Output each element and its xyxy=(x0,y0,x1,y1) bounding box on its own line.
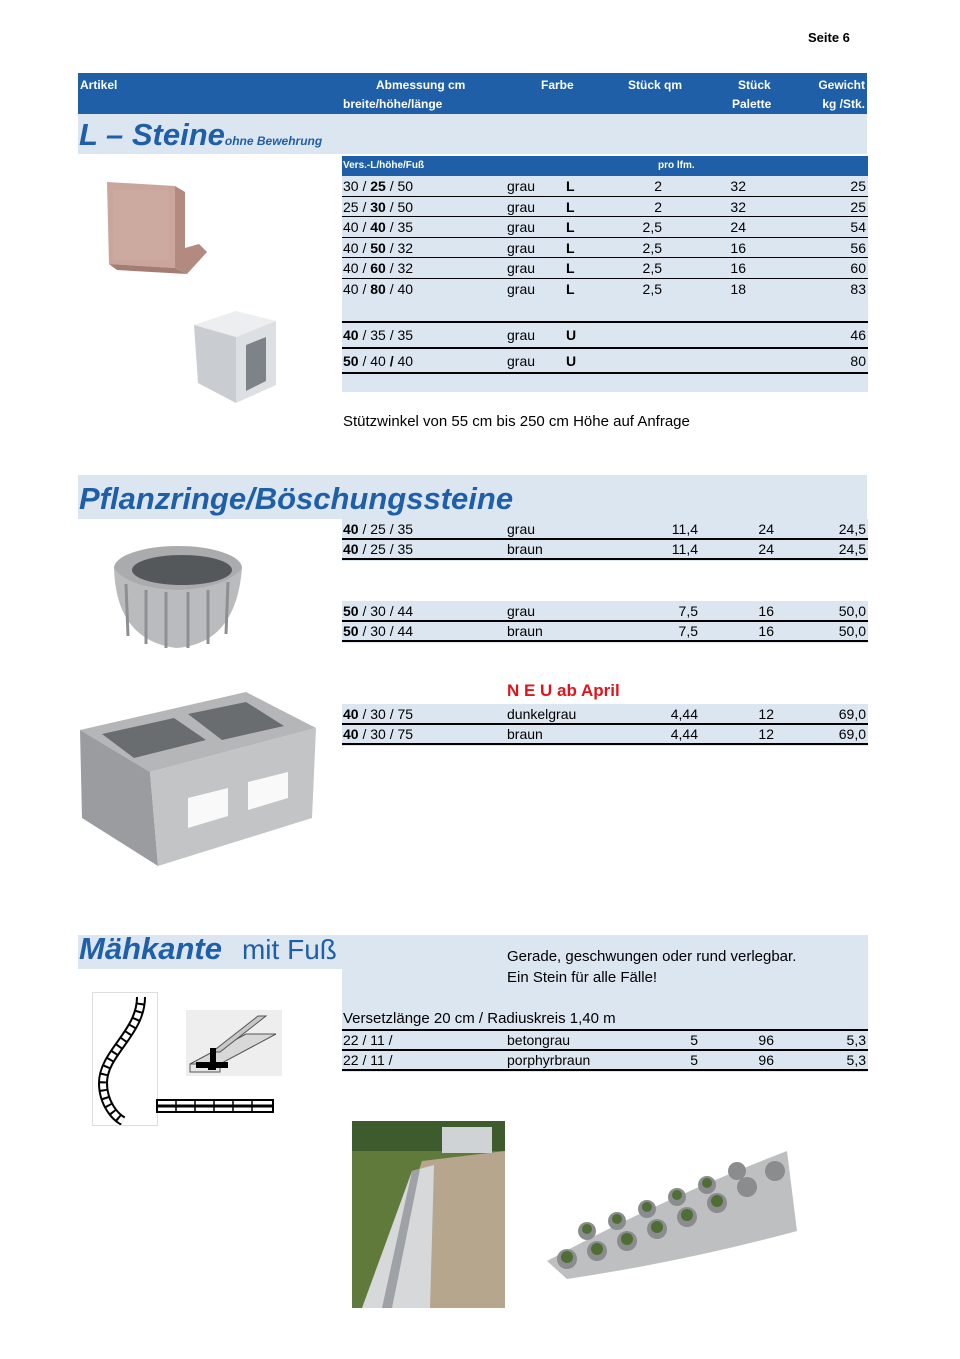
qm-cell: 2,5 xyxy=(642,260,662,277)
row-divider xyxy=(342,558,868,560)
maehkante-title xyxy=(79,931,337,967)
qm-cell: 11,4 xyxy=(671,541,698,557)
palette-cell: 16 xyxy=(758,603,774,619)
dimension-cell xyxy=(343,621,413,641)
weight-cell: 56 xyxy=(850,239,866,256)
color-cell: dunkelgrau xyxy=(507,706,577,722)
color-cell: grau xyxy=(507,178,536,194)
weight-cell: 83 xyxy=(850,281,866,297)
dim-part-c: / xyxy=(389,353,394,369)
dim-part-b: 25 xyxy=(370,178,386,194)
color-cell: grau xyxy=(507,327,536,343)
qm-cell: 5 xyxy=(690,1032,698,1048)
dimension-cell xyxy=(343,351,413,371)
weight-cell: 50,0 xyxy=(838,623,866,639)
dimension-cell xyxy=(343,325,413,345)
type-cell: L xyxy=(566,281,575,297)
qm-cell: 2,5 xyxy=(642,239,662,256)
header-abmessung: Abmessung cm xyxy=(376,78,466,92)
dimension-cell xyxy=(343,519,413,539)
qm-cell: 4,44 xyxy=(670,706,698,722)
dim-part-a: 50 xyxy=(343,623,359,639)
dimension-cell xyxy=(343,217,413,237)
dim-part-b: / 30 / 44 xyxy=(358,623,414,639)
weight-cell: 24,5 xyxy=(838,541,866,557)
maehkante-title-text: Mähkante xyxy=(79,931,222,966)
header-kg: kg /Stk. xyxy=(822,97,865,111)
color-cell: braun xyxy=(507,623,543,639)
color-cell: grau xyxy=(507,239,536,256)
type-cell: L xyxy=(566,198,575,215)
header-abmessung-sub: breite/höhe/länge xyxy=(343,97,443,111)
dimension-cell: 22 / 11 / xyxy=(343,1052,393,1068)
row-divider xyxy=(342,196,868,197)
maehkante-title-suffix: mit Fuß xyxy=(241,934,337,965)
maehkante-straight-diagram xyxy=(156,1096,274,1116)
l-stein-image xyxy=(103,178,211,280)
color-cell: porphyrbraun xyxy=(507,1052,591,1068)
u-steine-band xyxy=(342,300,868,392)
weight-cell: 25 xyxy=(850,178,866,194)
dim-part-a: 40 / xyxy=(343,281,371,297)
neu-label: N E U ab April xyxy=(507,681,620,700)
dim-part-a: 50 xyxy=(343,603,359,619)
palette-cell: 16 xyxy=(730,260,746,277)
maehkante-desc-2: Ein Stein für alle Fälle! xyxy=(507,969,658,986)
header-gewicht: Gewicht xyxy=(818,78,865,92)
row-divider xyxy=(342,723,868,725)
weight-cell: 5,3 xyxy=(846,1052,866,1068)
dim-part-a: 40 xyxy=(343,521,359,537)
row-divider xyxy=(342,620,868,622)
row-divider xyxy=(342,372,868,374)
color-cell: grau xyxy=(507,353,536,369)
dim-part-b: / 40 xyxy=(358,353,390,369)
qm-cell: 11,4 xyxy=(671,521,698,537)
color-cell: grau xyxy=(507,198,536,215)
dim-part-b: 40 xyxy=(370,219,386,236)
dim-part-b: / 25 / 35 xyxy=(358,521,414,537)
dim-part-c: / 40 xyxy=(385,281,414,297)
dim-part-c: / 32 xyxy=(385,239,414,256)
row-divider xyxy=(342,1049,868,1051)
header-stueck-qm: Stück qm xyxy=(628,78,683,92)
dim-part-a: 40 / xyxy=(343,239,371,256)
dim-part-a: 40 / xyxy=(343,219,371,236)
qm-cell: 2 xyxy=(654,178,662,194)
weight-cell: 50,0 xyxy=(838,603,866,619)
pflanzringe-band-b xyxy=(342,601,868,643)
type-cell: L xyxy=(566,239,575,256)
color-cell: grau xyxy=(507,260,536,277)
row-divider xyxy=(342,743,868,745)
row-divider xyxy=(342,538,868,540)
pflanzringe-title: Pflanzringe/Böschungssteine xyxy=(79,481,514,516)
palette-cell: 32 xyxy=(730,198,746,215)
qm-cell: 4,44 xyxy=(670,726,698,742)
dimension-cell xyxy=(343,704,413,724)
weight-cell: 60 xyxy=(850,260,866,277)
qm-cell: 2 xyxy=(654,198,662,215)
pflanzringe-band-c xyxy=(342,704,868,746)
qm-cell: 5 xyxy=(690,1052,698,1068)
color-cell: grau xyxy=(507,281,536,297)
color-cell: grau xyxy=(507,603,536,619)
subheader-pro-lfm: pro lfm. xyxy=(658,160,695,171)
maehkante-garden-photo xyxy=(352,1121,505,1308)
dimension-cell xyxy=(343,539,413,559)
table-header xyxy=(78,73,867,114)
dim-part-b: 50 xyxy=(370,239,386,256)
u-stein-image xyxy=(188,305,280,405)
type-cell: L xyxy=(566,178,575,194)
color-cell: betongrau xyxy=(507,1032,571,1048)
row-divider xyxy=(342,1069,868,1071)
dim-part-a: 40 xyxy=(343,706,359,722)
dimension-cell xyxy=(343,724,413,744)
dim-part-d: 40 xyxy=(393,353,414,369)
palette-cell: 24 xyxy=(730,219,746,236)
palette-cell: 96 xyxy=(758,1052,774,1068)
maehkante-desc-1: Gerade, geschwungen oder rund verlegbar. xyxy=(507,948,797,965)
dim-part-c: / 35 xyxy=(385,219,414,236)
l-steine-title-text: L – Steine xyxy=(79,117,225,152)
maehkante-profile-diagram xyxy=(186,1010,282,1076)
type-cell: U xyxy=(566,327,577,343)
hohlblock-image xyxy=(78,688,318,868)
weight-cell: 54 xyxy=(850,219,866,236)
header-palette: Palette xyxy=(732,97,772,111)
dim-part-c: / 32 xyxy=(385,260,414,277)
weight-cell: 46 xyxy=(850,327,866,343)
weight-cell: 80 xyxy=(850,353,866,369)
dim-part-a: 40 xyxy=(343,327,359,343)
row-divider xyxy=(342,1029,868,1031)
color-cell: braun xyxy=(507,726,543,742)
dim-part-a: 40 / xyxy=(343,260,371,277)
row-divider xyxy=(342,257,868,258)
type-cell: U xyxy=(566,353,577,369)
row-divider xyxy=(342,278,868,279)
dimension-cell: 22 / 11 / xyxy=(343,1032,393,1048)
dim-part-a: 40 xyxy=(343,541,359,557)
type-cell: L xyxy=(566,219,575,236)
palette-cell: 96 xyxy=(758,1032,774,1048)
color-cell: braun xyxy=(507,541,543,557)
pflanzring-image xyxy=(106,540,246,652)
dimension-cell xyxy=(343,238,413,258)
palette-cell: 16 xyxy=(730,239,746,256)
color-cell: grau xyxy=(507,521,536,537)
qm-cell: 7,5 xyxy=(678,623,698,639)
header-farbe: Farbe xyxy=(541,78,574,92)
palette-cell: 32 xyxy=(730,178,746,194)
l-steine-subheader xyxy=(342,156,868,176)
page-number: Seite 6 xyxy=(808,30,850,45)
dim-part-b: 30 xyxy=(370,198,386,215)
dim-part-a: 30 / xyxy=(343,178,371,194)
palette-cell: 24 xyxy=(758,541,774,557)
palette-cell: 16 xyxy=(758,623,774,639)
header-stueck: Stück xyxy=(738,78,771,92)
l-steine-title xyxy=(79,117,322,153)
qm-cell: 2,5 xyxy=(642,219,662,236)
dim-part-b: / 30 / 44 xyxy=(358,603,414,619)
dim-part-b: / 30 / 75 xyxy=(358,726,414,742)
row-divider xyxy=(342,237,868,238)
dim-part-c: / 50 xyxy=(385,178,414,194)
weight-cell: 69,0 xyxy=(838,706,866,722)
palette-cell: 18 xyxy=(730,281,746,297)
row-divider xyxy=(342,216,868,217)
maehkante-rows-band xyxy=(342,1030,868,1072)
dimension-cell xyxy=(343,176,413,196)
l-steine-note: Stützwinkel von 55 cm bis 250 cm Höhe auf Anfrage xyxy=(343,413,690,430)
pflanzringe-band-a xyxy=(342,519,868,561)
qm-cell: 7,5 xyxy=(678,603,698,619)
palette-cell: 24 xyxy=(758,521,774,537)
dimension-cell xyxy=(343,601,413,621)
qm-cell: 2,5 xyxy=(642,281,662,297)
maehkante-curve-diagram xyxy=(92,992,158,1126)
row-divider xyxy=(342,321,868,323)
row-divider xyxy=(342,347,868,349)
weight-cell: 5,3 xyxy=(846,1032,866,1048)
header-artikel: Artikel xyxy=(80,78,118,92)
dim-part-b: 60 xyxy=(370,260,386,277)
row-divider xyxy=(342,640,868,642)
dimension-cell xyxy=(343,279,413,299)
dim-part-b: / 30 / 75 xyxy=(358,706,414,722)
l-steine-subtitle: ohne Bewehrung xyxy=(224,134,323,148)
weight-cell: 25 xyxy=(850,198,866,215)
maehkante-spec: Versetzlänge 20 cm / Radiuskreis 1,40 m xyxy=(343,1010,616,1027)
palette-cell: 12 xyxy=(758,726,774,742)
type-cell: L xyxy=(566,260,575,277)
dim-part-b: 80 xyxy=(370,281,386,297)
dim-part-a: 40 xyxy=(343,726,359,742)
dim-part-c: / 50 xyxy=(385,198,414,215)
dim-part-a: 25 / xyxy=(343,198,371,215)
palette-cell: 12 xyxy=(758,706,774,722)
dimension-cell xyxy=(343,258,413,278)
pflanzring-wall-photo xyxy=(537,1141,804,1281)
dim-part-b: / 25 / 35 xyxy=(358,541,414,557)
dim-part-b: / 35 / 35 xyxy=(358,327,414,343)
dimension-cell xyxy=(343,197,413,217)
weight-cell: 69,0 xyxy=(838,726,866,742)
color-cell: grau xyxy=(507,219,536,236)
weight-cell: 24,5 xyxy=(838,521,866,537)
dim-part-a: 50 xyxy=(343,353,359,369)
subheader-vers: Vers.-L/höhe/Fuß xyxy=(343,160,425,171)
